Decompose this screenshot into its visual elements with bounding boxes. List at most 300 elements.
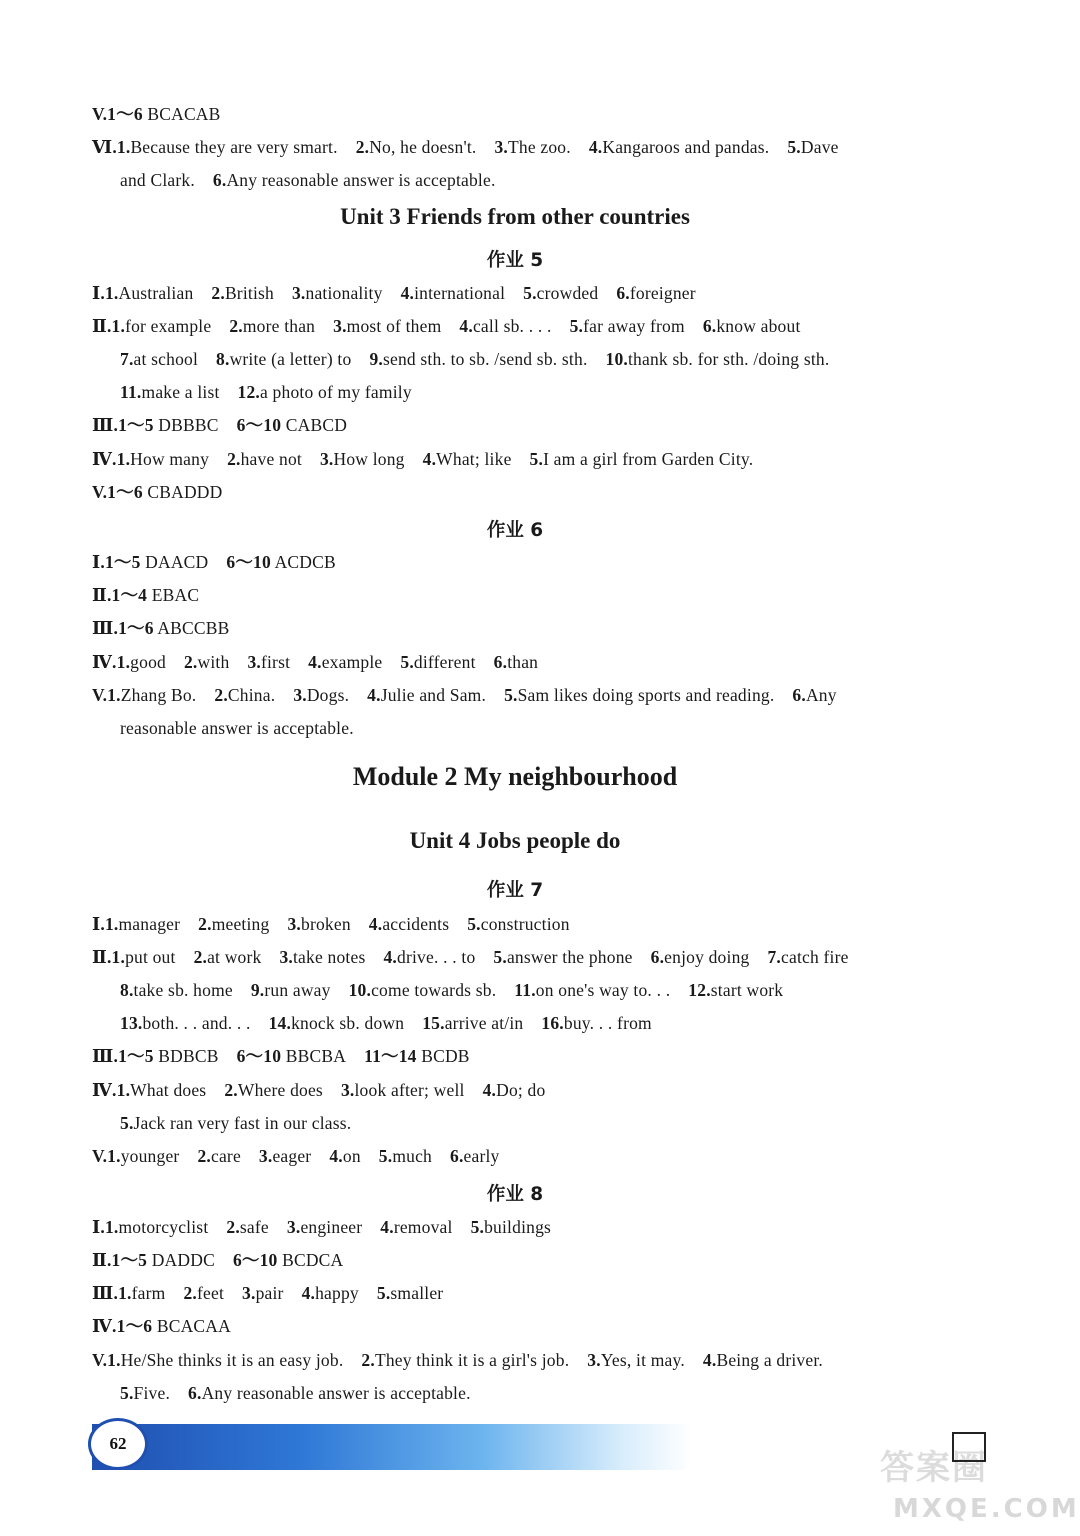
answer-line <box>120 1112 351 1134</box>
answer-item <box>570 316 685 336</box>
answer-line <box>92 1282 443 1304</box>
item-number: 2. <box>361 1350 375 1370</box>
answer-item <box>237 1046 346 1066</box>
module-2-heading: Module 2 My neighbourhood <box>352 762 678 791</box>
answer-item <box>107 1146 179 1166</box>
answer-item <box>688 980 783 1000</box>
item-answer: Dave <box>800 137 839 157</box>
item-answer: make a list <box>141 382 220 402</box>
answer-item <box>92 415 118 435</box>
answer-line <box>92 448 753 470</box>
item-answer: Sam likes doing sports and reading. <box>517 685 775 705</box>
answer-item <box>118 1046 219 1066</box>
item-number: 3. <box>494 137 508 157</box>
unit-3-heading: Unit 3 Friends from other countries <box>340 204 690 229</box>
item-answer: DADDC <box>147 1250 215 1270</box>
answer-item <box>107 685 196 705</box>
item-answer: He/She thinks it is an easy job. <box>120 1350 344 1370</box>
answer-item <box>459 316 551 336</box>
answer-line <box>92 1249 343 1271</box>
item-answer: Dogs. <box>306 685 350 705</box>
item-number: 3. <box>247 652 261 672</box>
answer-item <box>211 283 274 303</box>
answer-item <box>112 1250 215 1270</box>
answer-item <box>356 137 477 157</box>
item-number: 1～5 <box>118 1046 154 1066</box>
item-number: 1. <box>104 914 119 934</box>
item-number: Ⅰ. <box>92 1217 105 1237</box>
answer-item <box>247 652 290 672</box>
item-number: 6～10 <box>236 1046 282 1066</box>
item-answer: international <box>414 283 506 303</box>
item-answer: CBADDD <box>142 482 223 502</box>
answer-item <box>238 382 412 402</box>
item-answer: meeting <box>211 914 270 934</box>
item-number: 4. <box>588 137 603 157</box>
item-number: 6. <box>792 685 806 705</box>
item-answer: CABCD <box>281 415 348 435</box>
item-answer: than <box>507 652 539 672</box>
answer-item <box>117 449 209 469</box>
item-number: 6～10 <box>232 1250 278 1270</box>
answer-item <box>226 1217 269 1237</box>
item-answer: nationality <box>305 283 383 303</box>
item-number: 4. <box>400 283 415 303</box>
item-number: 3. <box>333 316 347 336</box>
item-answer: care <box>210 1146 241 1166</box>
item-answer: Because they are very smart. <box>130 137 338 157</box>
answer-item <box>379 1146 432 1166</box>
answer-line <box>120 717 354 739</box>
item-number: 1～6 <box>118 618 154 638</box>
item-number: 1～6 <box>107 104 143 124</box>
item-answer: Yes, it may. <box>600 1350 685 1370</box>
answer-item <box>107 104 220 124</box>
item-number: 2. <box>226 1217 240 1237</box>
item-number: 13. <box>120 1013 143 1033</box>
answer-item <box>92 104 107 124</box>
answer-item <box>92 552 105 572</box>
item-number: Ⅲ. <box>92 618 119 638</box>
item-number: 1. <box>116 137 131 157</box>
item-answer: BCACAB <box>142 104 221 124</box>
item-answer: motorcyclist <box>118 1217 209 1237</box>
answer-item <box>112 316 212 336</box>
item-number: 5. <box>120 1113 134 1133</box>
answer-item <box>401 283 506 303</box>
answer-item <box>117 652 166 672</box>
item-answer: Do; do <box>496 1080 546 1100</box>
answer-item <box>279 947 365 967</box>
item-number: 5. <box>529 449 544 469</box>
item-number: 8. <box>216 349 230 369</box>
answer-item <box>92 618 118 638</box>
item-answer: call sb. . . . <box>472 316 552 336</box>
item-answer: happy <box>315 1283 359 1303</box>
item-number: 3. <box>287 914 301 934</box>
answer-item <box>606 349 830 369</box>
item-number: 1～5 <box>104 552 141 572</box>
item-answer: far away from <box>583 316 685 336</box>
item-number: Ⅲ. <box>92 415 119 435</box>
answer-item <box>92 1283 118 1303</box>
answer-item <box>120 980 233 1000</box>
item-answer: reasonable answer is acceptable. <box>120 718 354 738</box>
item-answer: both. . . and. . . <box>142 1013 251 1033</box>
item-answer: engineer <box>300 1217 363 1237</box>
item-number: Ⅳ. <box>92 1316 117 1336</box>
item-number: 4. <box>482 1080 497 1100</box>
footer-decorative-band <box>92 1424 692 1470</box>
item-number: 7. <box>120 349 134 369</box>
item-answer: a photo of my family <box>260 382 412 402</box>
item-answer: No, he doesn't. <box>369 137 477 157</box>
answer-line <box>92 1315 231 1337</box>
item-answer: construction <box>480 914 570 934</box>
item-number: Ⅲ. <box>92 1283 119 1303</box>
item-answer: different <box>413 652 476 672</box>
answer-item <box>423 449 512 469</box>
answer-line <box>92 946 849 968</box>
item-number: 9. <box>250 980 265 1000</box>
item-number: 10. <box>348 980 372 1000</box>
item-answer: British <box>224 283 274 303</box>
item-number: 5. <box>504 685 518 705</box>
item-answer: Where does <box>237 1080 323 1100</box>
item-answer: feet <box>197 1283 225 1303</box>
item-number: 3. <box>258 1146 273 1166</box>
answer-line <box>120 1382 471 1404</box>
item-answer: eager <box>272 1146 312 1166</box>
item-answer: have not <box>240 449 302 469</box>
answer-item <box>184 652 229 672</box>
item-number: 5. <box>467 914 481 934</box>
item-answer: buildings <box>484 1217 552 1237</box>
item-answer: safe <box>239 1217 269 1237</box>
answer-line <box>120 381 412 403</box>
answer-item <box>107 482 222 502</box>
item-answer: at work <box>207 947 262 967</box>
answer-item <box>494 137 570 157</box>
item-number: 5. <box>120 1383 134 1403</box>
answer-line-V-intro <box>92 103 221 125</box>
answer-item <box>120 170 195 190</box>
item-number: V. <box>92 1146 108 1166</box>
answer-item <box>194 947 262 967</box>
item-answer: BCDB <box>416 1046 470 1066</box>
item-answer: example <box>321 652 383 672</box>
answer-item <box>792 685 836 705</box>
item-number: Ⅲ. <box>92 1046 119 1066</box>
item-number: 1. <box>116 1080 131 1100</box>
answer-item <box>118 618 229 638</box>
item-number: Ⅱ. <box>92 316 112 336</box>
answer-line <box>92 651 538 673</box>
answer-item <box>237 415 347 435</box>
answer-item <box>361 1350 569 1370</box>
item-answer: The zoo. <box>508 137 571 157</box>
item-answer: for example <box>125 316 212 336</box>
item-number: Ⅱ. <box>92 947 112 967</box>
item-number: Ⅵ. <box>92 137 117 157</box>
item-number: 2. <box>224 1080 238 1100</box>
answer-item <box>269 1013 405 1033</box>
item-number: Ⅳ. <box>92 652 117 672</box>
item-number: 2. <box>214 685 228 705</box>
item-number: 1. <box>107 1146 121 1166</box>
item-answer: removal <box>393 1217 453 1237</box>
item-answer: early <box>463 1146 500 1166</box>
item-number: 2. <box>183 652 198 672</box>
item-number: 4. <box>459 316 473 336</box>
item-number: 6. <box>702 316 717 336</box>
answer-item <box>364 1046 470 1066</box>
answer-item <box>105 914 180 934</box>
item-answer: Australian <box>118 283 194 303</box>
answer-item <box>214 685 275 705</box>
answer-item <box>380 1217 452 1237</box>
item-number: 4. <box>383 947 397 967</box>
answer-item <box>120 718 354 738</box>
item-answer: ABCCBB <box>153 618 230 638</box>
homework-5-heading: 作业 5 <box>486 250 544 271</box>
item-answer: DAACD <box>140 552 209 572</box>
item-answer: DBBBC <box>153 415 219 435</box>
item-answer: with <box>197 652 230 672</box>
square-box-icon <box>952 1432 986 1462</box>
answer-line-VI <box>92 136 839 158</box>
item-number: 4. <box>308 652 322 672</box>
answer-item <box>651 947 750 967</box>
item-number: 4. <box>329 1146 343 1166</box>
answer-line <box>92 1045 470 1067</box>
item-answer: How long <box>333 449 405 469</box>
answer-item <box>541 1013 651 1033</box>
item-number: 1. <box>118 1283 132 1303</box>
item-number: 2. <box>183 1283 197 1303</box>
answer-item <box>523 283 598 303</box>
item-number: Ⅰ. <box>92 552 105 572</box>
homework-8-heading: 作业 8 <box>486 1184 544 1205</box>
answer-line <box>92 1216 551 1238</box>
answer-line <box>92 1079 545 1101</box>
answer-line <box>92 684 837 706</box>
answer-item <box>107 1350 343 1370</box>
item-number: 2. <box>227 449 241 469</box>
answer-item <box>92 1080 117 1100</box>
item-answer: BCACAA <box>152 1316 231 1336</box>
answer-item <box>293 685 349 705</box>
item-number: 3. <box>242 1283 256 1303</box>
answer-item <box>383 947 475 967</box>
item-number: 1～5 <box>118 415 154 435</box>
answer-item <box>251 980 331 1000</box>
item-number: Ⅱ. <box>92 585 112 605</box>
item-answer: drive. . . to <box>397 947 476 967</box>
item-answer: I am a girl from Garden City. <box>543 449 754 469</box>
item-number: 9. <box>369 349 383 369</box>
answer-item <box>471 1217 551 1237</box>
item-answer: BCDCA <box>277 1250 344 1270</box>
answer-item <box>302 1283 359 1303</box>
item-answer: manager <box>118 914 181 934</box>
item-answer: write (a letter) to <box>229 349 352 369</box>
item-number: 10. <box>605 349 628 369</box>
answer-item <box>587 1350 685 1370</box>
item-answer: Any <box>805 685 837 705</box>
item-number: 15. <box>422 1013 445 1033</box>
item-answer: They think it is a girl's job. <box>374 1350 570 1370</box>
answer-item <box>92 1146 107 1166</box>
answer-item <box>616 283 695 303</box>
answer-item <box>183 1283 224 1303</box>
item-number: 1. <box>116 652 131 672</box>
answer-item <box>216 349 351 369</box>
item-number: 12. <box>688 980 711 1000</box>
answer-item <box>92 316 112 336</box>
item-answer: Julie and Sam. <box>380 685 487 705</box>
item-answer: and Clark. <box>120 170 195 190</box>
item-number: Ⅰ. <box>92 283 105 303</box>
answer-item <box>333 316 441 336</box>
answer-item <box>530 449 754 469</box>
item-answer: start work <box>710 980 784 1000</box>
watermark-logo-text: 答案圈 <box>880 1448 988 1488</box>
item-number: 1. <box>116 449 131 469</box>
item-answer: take sb. home <box>133 980 233 1000</box>
item-answer: EBAC <box>147 585 200 605</box>
item-answer: crowded <box>536 283 599 303</box>
item-number: 5. <box>493 947 507 967</box>
answer-item <box>229 316 315 336</box>
answer-item <box>292 283 383 303</box>
item-number: 3. <box>587 1350 601 1370</box>
item-answer: know about <box>716 316 801 336</box>
answer-item <box>120 1383 170 1403</box>
item-number: 14. <box>268 1013 292 1033</box>
item-answer: BBCBA <box>281 1046 347 1066</box>
answer-item <box>105 1217 208 1237</box>
item-number: 2. <box>211 283 225 303</box>
answer-item <box>226 552 335 572</box>
answer-item <box>92 1316 117 1336</box>
answer-item <box>467 914 569 934</box>
answer-item <box>450 1146 500 1166</box>
item-answer: farm <box>131 1283 166 1303</box>
page-number-badge <box>88 1418 148 1470</box>
answer-item <box>92 283 105 303</box>
answer-item <box>92 947 112 967</box>
item-answer: How many <box>130 449 210 469</box>
item-number: 1～6 <box>116 1316 153 1336</box>
item-number: Ⅳ. <box>92 449 117 469</box>
answer-item <box>120 1013 251 1033</box>
item-number: 12. <box>237 382 261 402</box>
answer-item <box>92 685 107 705</box>
answer-line <box>120 979 783 1001</box>
answer-item <box>120 382 220 402</box>
answer-item <box>341 1080 465 1100</box>
item-answer: Being a driver. <box>716 1350 823 1370</box>
answer-line <box>92 1145 500 1167</box>
answer-line <box>92 414 347 436</box>
answer-item <box>287 914 350 934</box>
item-answer: thank sb. for sth. /doing sth. <box>628 349 830 369</box>
answer-item <box>188 1383 471 1403</box>
answer-item <box>227 449 302 469</box>
item-number: 1. <box>107 1350 121 1370</box>
item-number: 1. <box>111 316 126 336</box>
item-number: 8. <box>120 980 134 1000</box>
item-answer: look after; well <box>354 1080 465 1100</box>
answer-item <box>92 1046 118 1066</box>
answer-line <box>92 282 696 304</box>
answer-item <box>92 137 117 157</box>
item-answer: Five. <box>133 1383 171 1403</box>
item-number: 5. <box>569 316 584 336</box>
item-number: 5. <box>787 137 801 157</box>
answer-line <box>92 551 336 573</box>
answer-line <box>92 1349 823 1371</box>
answer-line <box>92 481 222 503</box>
item-number: 6. <box>493 652 508 672</box>
item-answer: arrive at/in <box>444 1013 524 1033</box>
item-answer: send sth. to sb. /send sb. sth. <box>382 349 588 369</box>
answer-item <box>349 980 497 1000</box>
item-number: 4. <box>301 1283 316 1303</box>
answer-line <box>92 315 801 337</box>
item-answer: on one's way to. . . <box>535 980 671 1000</box>
item-number: 5. <box>400 652 414 672</box>
item-number: 5. <box>523 283 537 303</box>
item-number: 6～10 <box>226 552 271 572</box>
answer-item <box>92 652 117 672</box>
item-answer: good <box>130 652 166 672</box>
item-answer: Any reasonable answer is acceptable. <box>201 1383 471 1403</box>
item-number: 6. <box>450 1146 464 1166</box>
item-answer: more than <box>242 316 316 336</box>
answer-item <box>92 482 107 502</box>
item-number: 5. <box>376 1283 391 1303</box>
answer-item <box>369 914 449 934</box>
item-answer: pair <box>255 1283 284 1303</box>
item-answer: Any reasonable answer is acceptable. <box>226 170 496 190</box>
item-number: 6～10 <box>236 415 282 435</box>
item-number: 2. <box>197 1146 211 1166</box>
item-number: 3. <box>319 449 334 469</box>
answer-item <box>369 349 587 369</box>
item-answer: run away <box>264 980 331 1000</box>
answer-item <box>92 1217 105 1237</box>
item-number: V. <box>92 685 108 705</box>
item-answer: accidents <box>382 914 450 934</box>
item-number: 6. <box>616 283 630 303</box>
answer-item <box>105 283 193 303</box>
answer-item <box>308 652 382 672</box>
item-answer: younger <box>120 1146 180 1166</box>
item-number: 3. <box>286 1217 301 1237</box>
item-number: 4. <box>380 1217 394 1237</box>
answer-line-VI-cont <box>120 169 496 191</box>
item-answer: come towards sb. <box>371 980 497 1000</box>
answer-item <box>118 1283 165 1303</box>
answer-item <box>589 137 770 157</box>
item-number: 3. <box>340 1080 355 1100</box>
item-number: Ⅰ. <box>92 914 105 934</box>
answer-item <box>112 947 176 967</box>
answer-item <box>213 170 496 190</box>
answer-item <box>197 1146 240 1166</box>
